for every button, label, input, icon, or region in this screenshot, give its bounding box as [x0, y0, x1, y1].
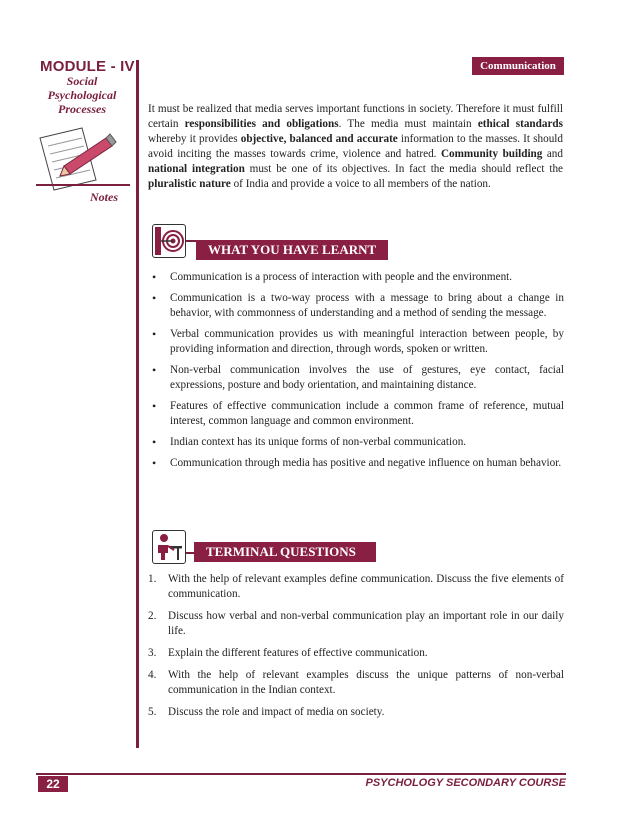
question-number: 1.	[148, 573, 157, 585]
module-prefix: MODULE -	[40, 58, 121, 75]
module-title	[40, 58, 135, 75]
course-title: PSYCHOLOGY SECONDARY COURSE	[365, 777, 566, 789]
learnt-heading-rule	[186, 240, 196, 242]
footer-rule	[36, 773, 566, 775]
intro-text: of India and provide a voice to all members of the nation.	[230, 178, 491, 190]
question-number: 3.	[148, 647, 157, 659]
module-number: IV	[120, 58, 135, 75]
list-item-text: Verbal communication provides us with meaningful interaction between people, by providing information and direction, through words, spoken or written.	[170, 328, 564, 355]
list-item	[152, 291, 564, 321]
learnt-heading: WHAT YOU HAVE LEARNT	[196, 240, 388, 260]
intro-emphasis: pluralistic nature	[148, 178, 231, 190]
list-item-text: Indian context has its unique forms of non-verbal communication.	[170, 436, 467, 448]
terminal-heading: TERMINAL QUESTIONS	[194, 542, 376, 562]
bullet-icon: •	[152, 456, 157, 470]
list-item	[152, 399, 564, 429]
person-at-desk-icon	[152, 530, 186, 564]
question-number: 4.	[148, 669, 157, 681]
notes-divider	[36, 184, 130, 186]
question-text: With the help of relevant examples discuss the unique patterns of non-verbal communication in the Indian context.	[168, 669, 564, 696]
list-item	[152, 363, 564, 393]
bullet-icon: •	[152, 435, 157, 449]
intro-text: . The media must maintain	[338, 118, 478, 130]
list-item	[148, 572, 564, 602]
intro-paragraph	[148, 102, 563, 192]
bullet-icon: •	[152, 270, 157, 284]
learnt-list	[152, 270, 564, 477]
list-item-text: Communication is a process of interaction with people and the environment.	[170, 271, 513, 283]
list-item-text: Non-verbal communication involves the use of gestures, eye contact, facial expressions, posture and body orientation, and maintaining distance.	[170, 364, 564, 391]
module-subtitle	[34, 74, 130, 116]
intro-text: information to the masses. It should avoid inciting the masses towards crime, violence and hatred.	[148, 133, 564, 160]
question-number: 2.	[148, 610, 157, 622]
list-item	[152, 456, 564, 471]
intro-emphasis: national integration	[148, 163, 245, 175]
bullet-icon: •	[152, 363, 157, 377]
list-item-text: Features of effective communication include a common frame of reference, mutual interest, common language and common environment.	[170, 400, 564, 427]
list-item	[152, 270, 564, 285]
list-item	[148, 646, 564, 661]
target-icon	[152, 224, 186, 258]
page-number: 22	[38, 776, 68, 792]
list-item	[148, 668, 564, 698]
question-number: 5.	[148, 706, 157, 718]
notes-label: Notes	[90, 190, 118, 204]
terminal-questions-list	[148, 572, 564, 727]
module-subtitle-line: Social	[66, 74, 98, 88]
terminal-heading-rule	[186, 552, 194, 554]
intro-emphasis: objective, balanced and accurate	[240, 133, 398, 145]
intro-emphasis: responsibilities and obligations	[184, 118, 339, 130]
module-subtitle-line: Psychological	[47, 88, 117, 102]
intro-emphasis: ethical standards	[477, 118, 563, 130]
bullet-icon: •	[152, 291, 157, 305]
list-item	[152, 327, 564, 357]
notepad-pencil-icon	[34, 124, 128, 192]
list-item	[148, 609, 564, 639]
intro-emphasis: Community building	[440, 148, 543, 160]
bullet-icon: •	[152, 399, 157, 413]
module-subtitle-line: Processes	[58, 102, 106, 116]
bullet-icon: •	[152, 327, 157, 341]
question-text: Discuss the role and impact of media on society.	[168, 706, 385, 718]
intro-text: whereby it provides	[148, 133, 241, 145]
intro-text: and	[542, 148, 563, 160]
list-item-text: Communication through media has positive and negative influence on human behavior.	[170, 457, 562, 469]
question-text: With the help of relevant examples define communication. Discuss the five elements of communication.	[168, 573, 564, 600]
question-text: Explain the different features of effective communication.	[168, 647, 428, 659]
question-text: Discuss how verbal and non-verbal communication play an important role in our daily life.	[168, 610, 564, 637]
margin-vertical-rule	[136, 60, 139, 748]
chapter-badge: Communication	[472, 57, 564, 75]
intro-text: It must be realized that media serves important functions in society. Therefore it must fulfill certain	[148, 103, 563, 130]
list-item	[152, 435, 564, 450]
list-item	[148, 705, 564, 720]
intro-text: must be one of its objectives. In fact the media should reflect the	[244, 163, 563, 175]
list-item-text: Communication is a two-way process with a message to bring about a change in behavior, with commonness of understanding and a method of sending the message.	[170, 292, 564, 319]
